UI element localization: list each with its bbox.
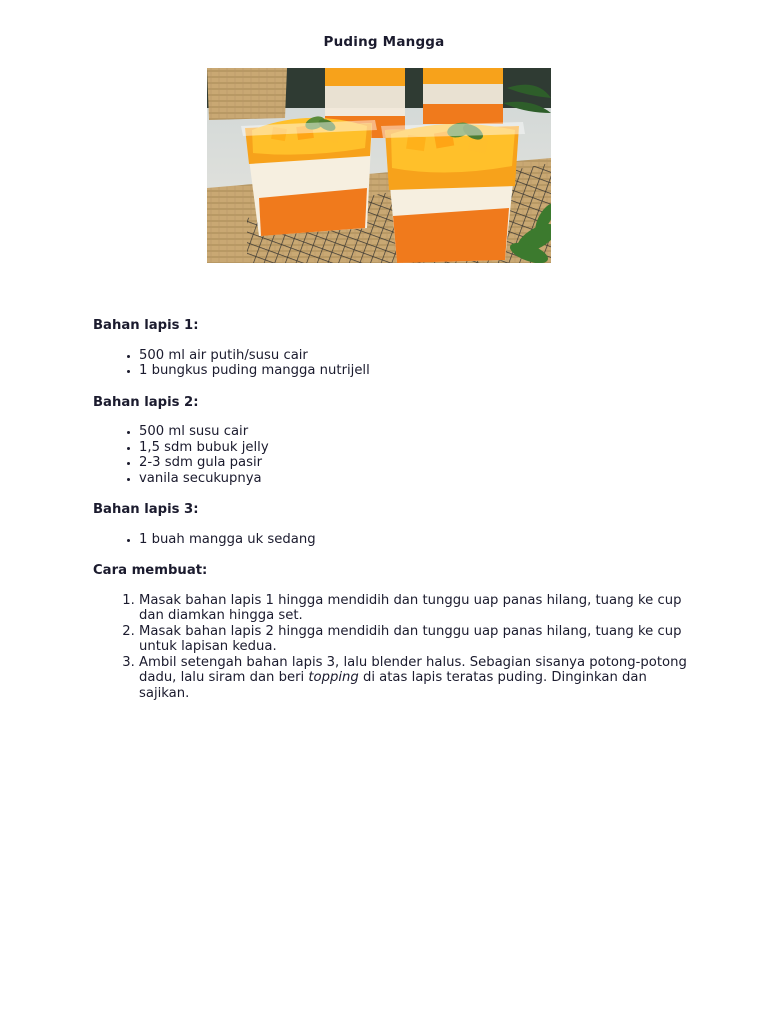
list-item: • 500 ml air putih/susu cair bbox=[139, 348, 693, 364]
page-title: Puding Mangga bbox=[323, 34, 445, 50]
front-cup-right bbox=[381, 120, 525, 263]
section-lapis-1 bbox=[93, 318, 693, 379]
back-cup-right bbox=[423, 68, 503, 124]
step-item bbox=[139, 655, 693, 702]
step-text: di atas lapis teratas puding. Dinginkan dan sajikan. bbox=[139, 670, 647, 701]
ingredient-list bbox=[93, 424, 693, 486]
section-heading: Bahan lapis 1: bbox=[93, 318, 199, 333]
section-lapis-2 bbox=[93, 395, 693, 487]
list-item: • 1 bungkus puding mangga nutrijell bbox=[139, 363, 693, 379]
list-item: • 1 buah mangga uk sedang bbox=[139, 532, 693, 548]
section-method bbox=[93, 563, 693, 701]
step-item: 1. Masak bahan lapis 1 hingga mendidih dan tunggu uap panas hilang, tuang ke cup dan diamkan hingga set. bbox=[139, 593, 693, 624]
step-text: Ambil setengah bahan lapis 3, lalu blender halus. Sebagian sisanya potong-potong dadu, lalu siram dan beri bbox=[139, 654, 687, 685]
recipe-body bbox=[93, 318, 693, 717]
section-heading: Bahan lapis 3: bbox=[93, 502, 199, 517]
section-heading: Bahan lapis 2: bbox=[93, 394, 199, 410]
steps-list bbox=[93, 593, 693, 702]
pudding-photo bbox=[207, 68, 551, 263]
list-item: • vanila secukupnya bbox=[139, 471, 693, 487]
topping-emphasis: topping bbox=[308, 670, 359, 685]
section-heading: Cara membuat: bbox=[93, 563, 208, 578]
step-item: 2. Masak bahan lapis 2 hingga mendidih dan tunggu uap panas hilang, tuang ke cup untuk lapisan kedua. bbox=[139, 624, 693, 655]
section-lapis-3 bbox=[93, 502, 693, 547]
ingredient-list bbox=[93, 532, 693, 548]
list-item: • 2-3 sdm gula pasir bbox=[139, 455, 693, 471]
list-item: • 500 ml susu cair bbox=[139, 424, 693, 440]
ingredient-list bbox=[93, 348, 693, 379]
list-item: • 1,5 sdm bubuk jelly bbox=[139, 440, 693, 456]
front-cup-left bbox=[241, 114, 377, 236]
